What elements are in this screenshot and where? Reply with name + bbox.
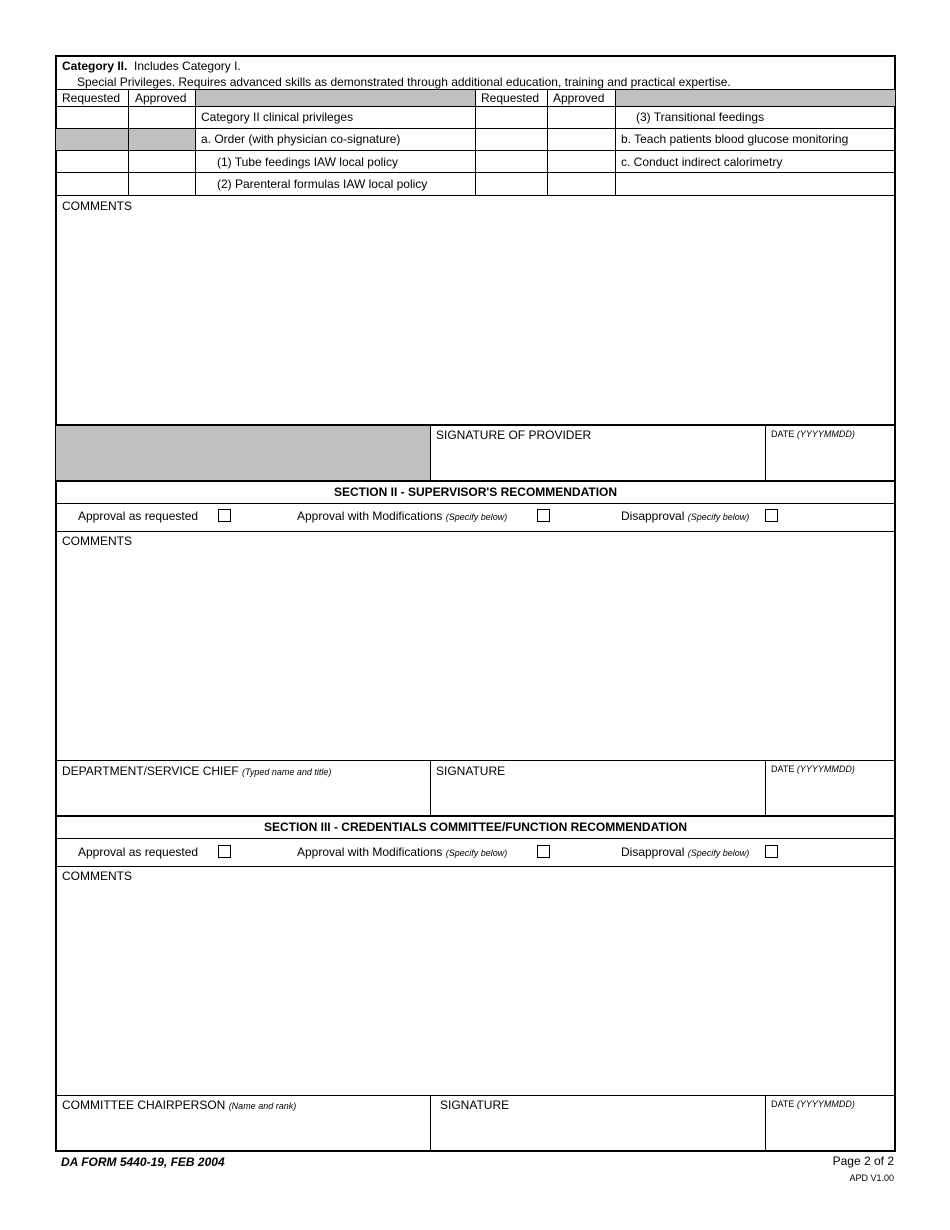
comments-label: COMMENTS xyxy=(62,869,132,883)
provider-date-label xyxy=(771,427,855,441)
privilege-label: (1) Tube feedings IAW local policy xyxy=(217,155,398,169)
chair-label-text: COMMITTEE CHAIRPERSON xyxy=(62,1098,226,1112)
chief-name-field[interactable] xyxy=(57,780,429,815)
approval-with-modifications-checkbox[interactable] xyxy=(537,509,550,522)
category-includes: Includes Category I. xyxy=(134,59,241,73)
date-label: DATE xyxy=(771,764,795,774)
category-description: Special Privileges. Requires advanced skills as demonstrated through additional education, training and practical expertise. xyxy=(77,75,731,89)
privilege-label: (3) Transitional feedings xyxy=(636,110,765,124)
requested-cell[interactable] xyxy=(57,151,127,172)
chair-hint: (Name and rank) xyxy=(228,1101,297,1111)
chief-hint: (Typed name and title) xyxy=(242,767,332,777)
approved-cell[interactable] xyxy=(548,151,614,172)
chair-name-field[interactable] xyxy=(57,1114,429,1150)
requested-cell[interactable] xyxy=(57,173,127,195)
specify-below-hint: (Specify below) xyxy=(687,512,750,522)
date-label: DATE xyxy=(771,1099,795,1109)
privilege-label: (2) Parenteral formulas IAW local policy xyxy=(217,177,428,191)
supervisor-comments-field[interactable] xyxy=(57,549,894,759)
approved-cell[interactable] xyxy=(548,107,614,128)
disapproval-text: Disapproval xyxy=(621,509,685,523)
provider-signature-field[interactable] xyxy=(431,444,764,480)
chair-signature-label: SIGNATURE xyxy=(440,1098,510,1112)
disapproval-text: Disapproval xyxy=(621,845,685,859)
committee-comments-field[interactable] xyxy=(57,884,894,1094)
approved-cell[interactable] xyxy=(548,129,614,150)
approval-with-modifications-text: Approval with Modifications xyxy=(297,509,443,523)
col-requested-right: Requested xyxy=(481,91,540,105)
approval-as-requested-label: Approval as requested xyxy=(78,845,199,859)
approved-cell[interactable] xyxy=(129,173,194,195)
privilege-label: c. Conduct indirect calorimetry xyxy=(621,155,783,169)
approval-with-modifications-label xyxy=(297,509,507,524)
chief-label xyxy=(62,764,331,779)
chair-date-label xyxy=(771,1097,855,1111)
approval-with-modifications-label xyxy=(297,845,507,860)
date-format: (YYYYMMDD) xyxy=(796,429,855,439)
chief-signature-label: SIGNATURE xyxy=(436,764,506,778)
approval-as-requested-checkbox[interactable] xyxy=(218,509,231,522)
approval-as-requested-label: Approval as requested xyxy=(78,509,199,523)
disapproval-checkbox[interactable] xyxy=(765,845,778,858)
disapproval-label xyxy=(621,509,749,524)
chair-label xyxy=(62,1098,296,1113)
date-format: (YYYYMMDD) xyxy=(796,1099,855,1109)
disapproval-label xyxy=(621,845,749,860)
section3-title: SECTION III - CREDENTIALS COMMITTEE/FUNCTION RECOMMENDATION xyxy=(263,820,688,834)
category-heading xyxy=(62,59,241,73)
chair-date-field[interactable] xyxy=(766,1111,894,1150)
approval-with-modifications-text: Approval with Modifications xyxy=(297,845,443,859)
col-approved-left: Approved xyxy=(135,91,187,105)
page-number: Page 2 of 2 xyxy=(832,1154,894,1168)
approval-with-modifications-checkbox[interactable] xyxy=(537,845,550,858)
chief-signature-field[interactable] xyxy=(431,780,764,815)
approved-cell[interactable] xyxy=(129,151,194,172)
specify-below-hint: (Specify below) xyxy=(687,848,750,858)
shaded-block xyxy=(56,426,430,480)
approved-cell[interactable] xyxy=(129,107,194,128)
section2-title: SECTION II - SUPERVISOR'S RECOMMENDATION xyxy=(333,485,618,499)
form-version: APD V1.00 xyxy=(849,1173,894,1183)
specify-below-hint: (Specify below) xyxy=(445,848,508,858)
requested-cell[interactable] xyxy=(476,173,546,195)
approval-as-requested-checkbox[interactable] xyxy=(218,845,231,858)
comments-label: COMMENTS xyxy=(62,199,132,213)
date-label: DATE xyxy=(771,429,795,439)
privilege-label: b. Teach patients blood glucose monitoring xyxy=(621,132,849,146)
requested-cell[interactable] xyxy=(57,107,127,128)
approved-cell[interactable] xyxy=(548,173,614,195)
chair-signature-field[interactable] xyxy=(431,1114,764,1150)
chief-label-text: DEPARTMENT/SERVICE CHIEF xyxy=(62,764,239,778)
form-id: DA FORM 5440-19, FEB 2004 xyxy=(61,1155,225,1169)
date-format: (YYYYMMDD) xyxy=(796,764,855,774)
col-requested-left: Requested xyxy=(62,91,121,105)
requested-cell[interactable] xyxy=(476,151,546,172)
provider-signature-label: SIGNATURE OF PROVIDER xyxy=(436,428,592,442)
requested-cell[interactable] xyxy=(476,107,546,128)
comments-label: COMMENTS xyxy=(62,534,132,548)
chief-date-field[interactable] xyxy=(766,776,894,815)
chief-date-label xyxy=(771,762,855,776)
privilege-label: a. Order (with physician co-signature) xyxy=(201,132,401,146)
category-title: Category II. xyxy=(62,59,128,73)
col-approved-right: Approved xyxy=(553,91,605,105)
provider-date-field[interactable] xyxy=(766,440,894,480)
privilege-label: Category II clinical privileges xyxy=(201,110,354,124)
disapproval-checkbox[interactable] xyxy=(765,509,778,522)
specify-below-hint: (Specify below) xyxy=(445,512,508,522)
comments-field[interactable] xyxy=(57,214,894,424)
requested-cell[interactable] xyxy=(476,129,546,150)
